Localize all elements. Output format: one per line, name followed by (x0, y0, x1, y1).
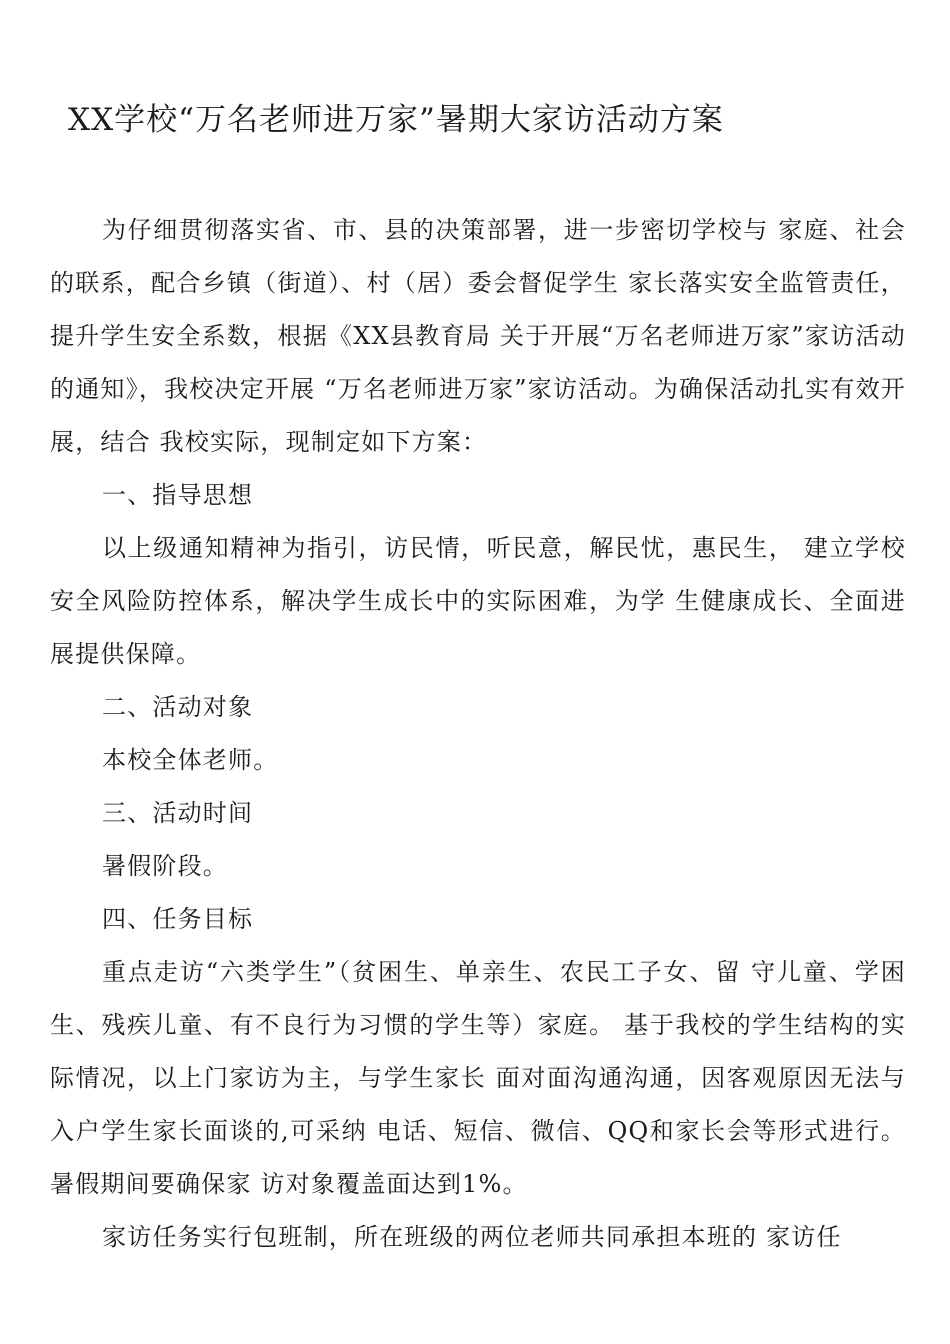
intro-paragraph: 为仔细贯彻落实省、市、县的决策部署，进一步密切学校与 家庭、社会的联系，配合乡镇（街道）、村（居）委会督促学生 家长落实安全监管责任，提升学生安全系数，根据《XX县教育局 关于开展“万名老师进万家”家访活动的通知》，我校决定开展 “万名老师进万家”家访活动。为确保活动扎实有效开展，结合 我校实际，现制定如下方案： (50, 216, 906, 456)
document-body (50, 204, 906, 1264)
section-4-paragraph-2: 家访任务实行包班制，所在班级的两位老师共同承担本班的 家访任 (102, 1223, 842, 1251)
section-4-paragraph: 重点走访“六类学生”（贫困生、单亲生、农民工子女、留 守儿童、学困生、残疾儿童、有不良行为习惯的学生等）家庭。 基于我校的学生结构的实际情况，以上门家访为主，与学生家长 面对面沟通沟通，因客观原因无法与入户学生家长面谈的,可采纳 电话、短信、微信、QQ和家长会等形式进行。暑假期间要确保家 访对象覆盖面达到1%。 (50, 958, 906, 1198)
section-2-heading: 二、活动对象 (102, 693, 254, 721)
section-3-heading: 三、活动时间 (102, 799, 254, 827)
section-2-paragraph: 本校全体老师。 (102, 746, 279, 774)
section-3-paragraph: 暑假阶段。 (102, 852, 228, 880)
section-4-heading: 四、任务目标 (102, 905, 254, 933)
section-1-paragraph: 以上级通知精神为指引，访民情，听民意，解民忧，惠民生， 建立学校安全风险防控体系，解决学生成长中的实际困难，为学 生健康成长、全面进展提供保障。 (50, 534, 906, 668)
document-title: XX学校“万名老师进万家”暑期大家访活动方案 (68, 102, 724, 138)
section-1-heading: 一、指导思想 (102, 481, 254, 509)
